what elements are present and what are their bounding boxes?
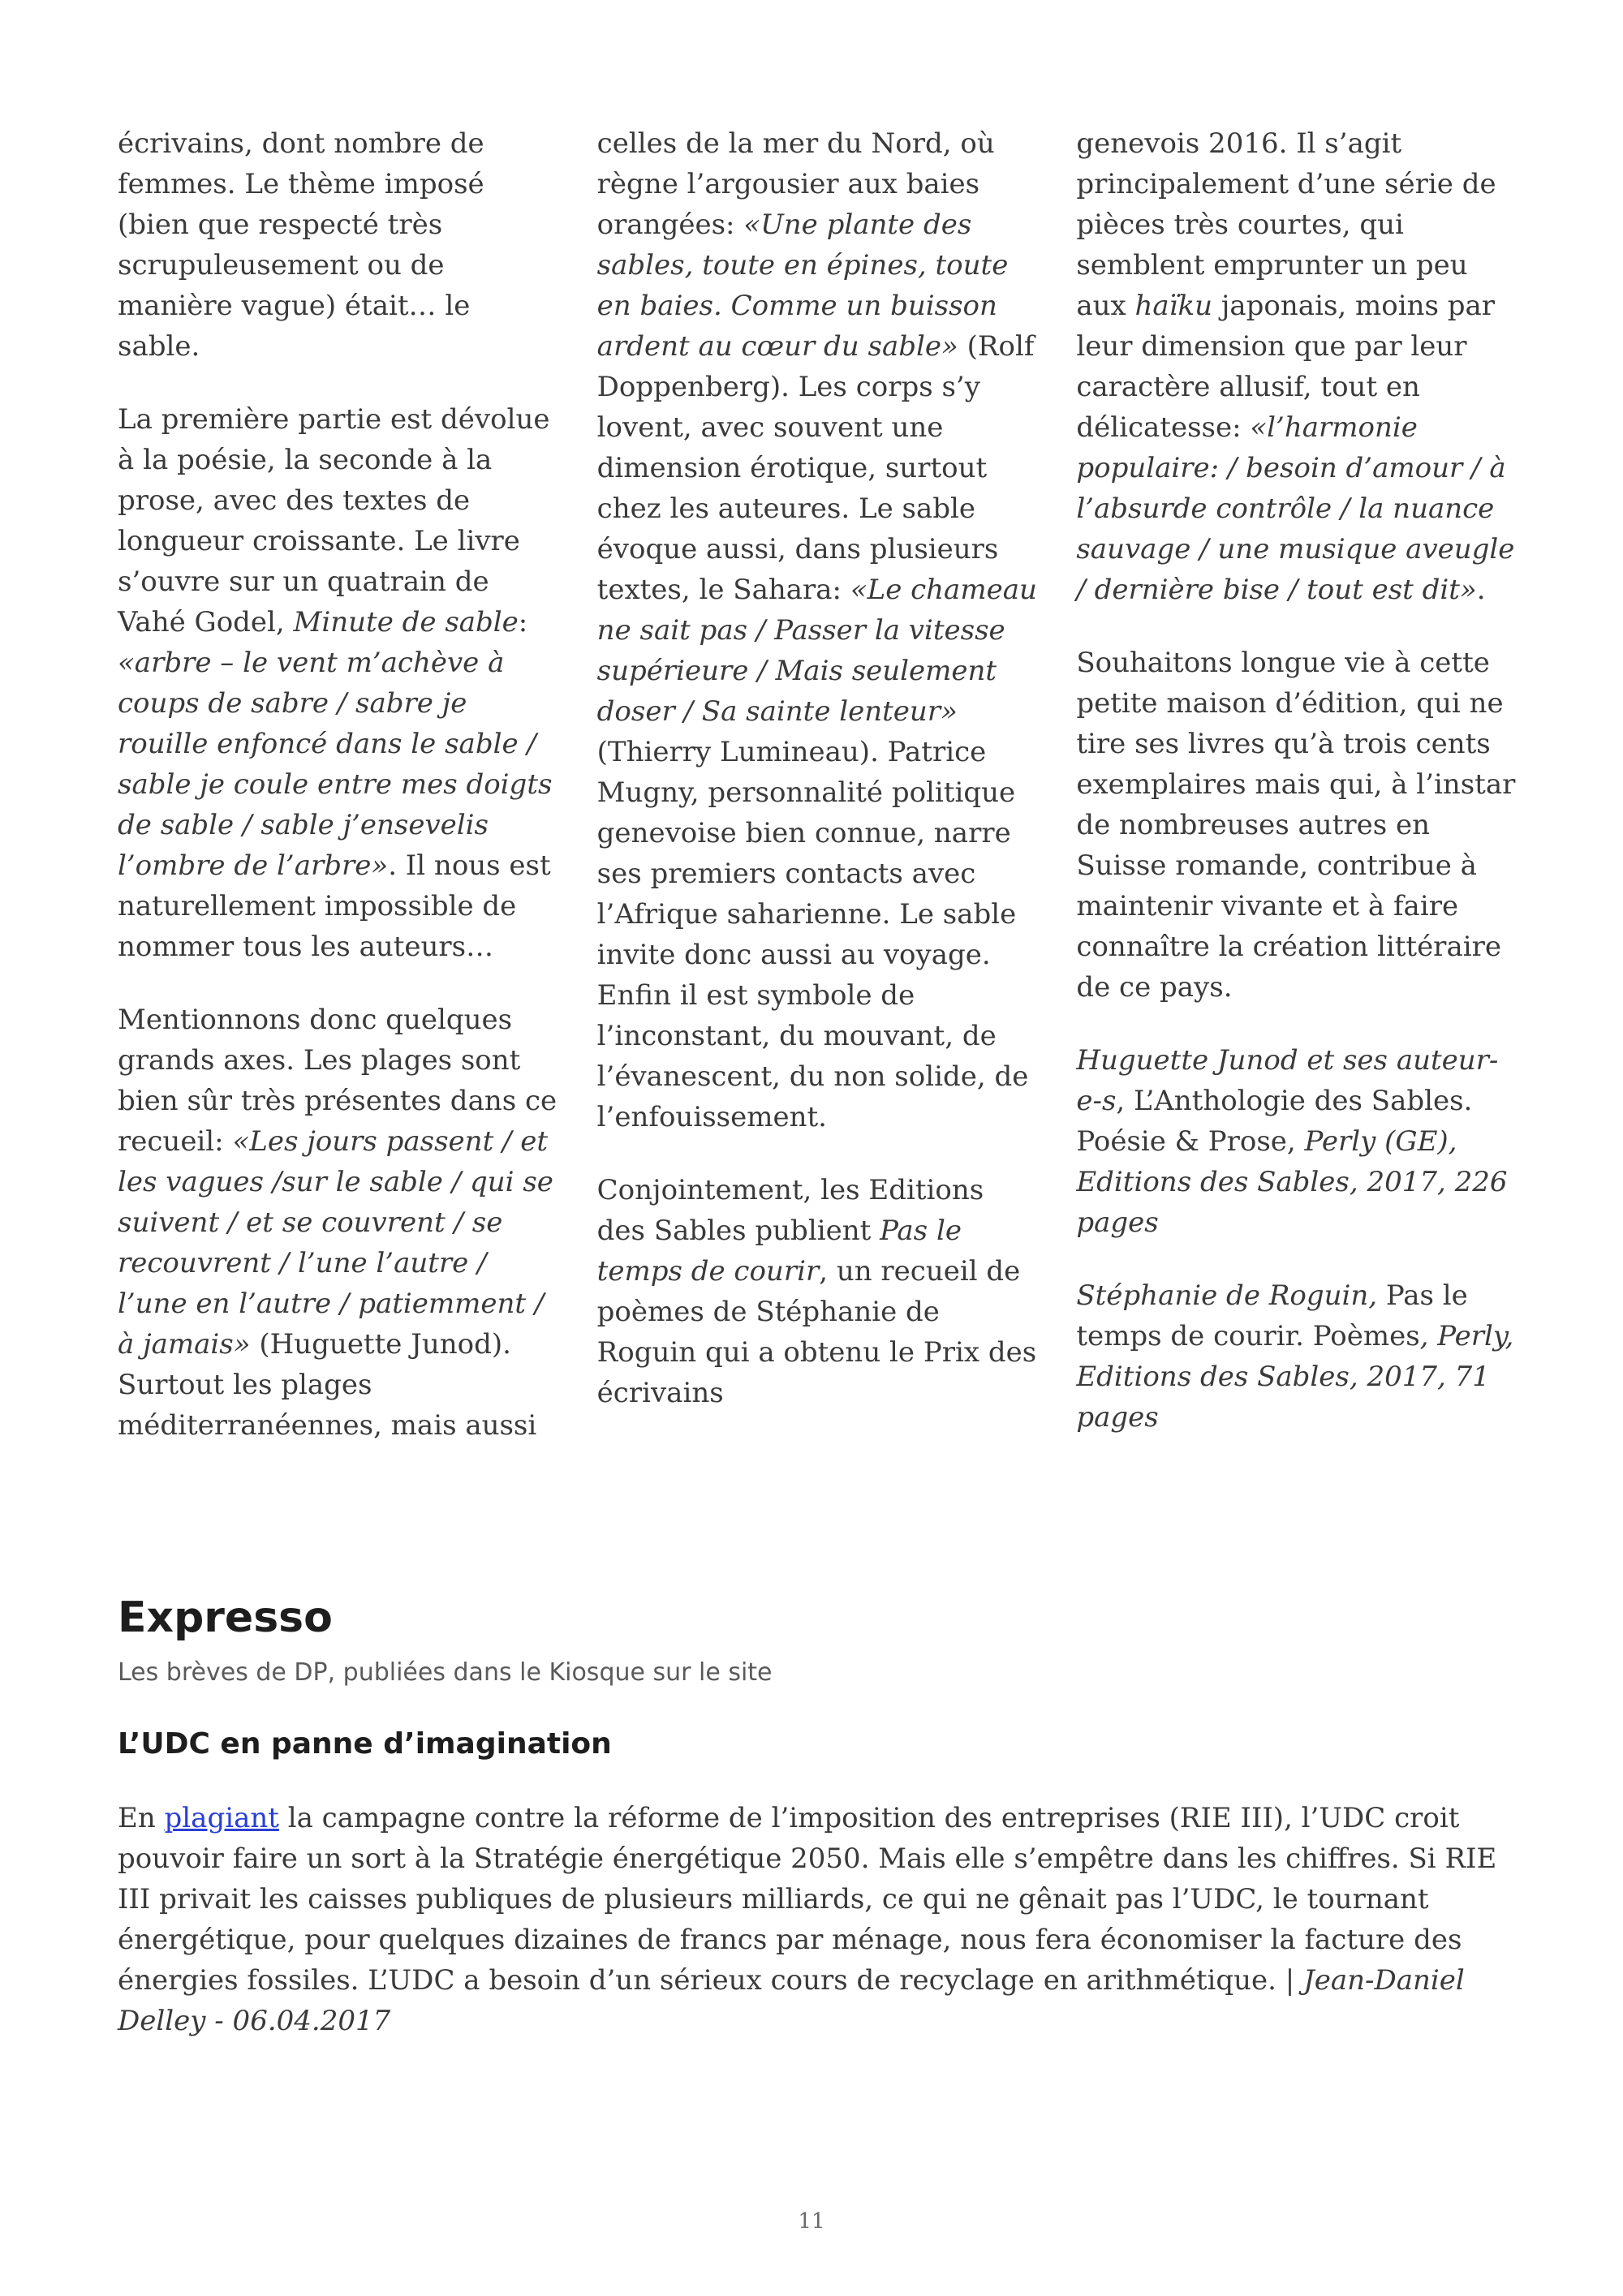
article-title: L’UDC en panne d’imagination [118, 1727, 612, 1761]
plagiant-link[interactable]: plagiant [164, 1802, 279, 1834]
book-reference: Stéphanie de Roguin, Pas le temps de courir. Poèmes, Perly, Editions des Sables, 2017, 71 pages [1076, 1279, 1514, 1434]
book-title: Minute de sable [293, 606, 519, 638]
quotation: «Une plante des sables, toute en épines, toute en baies. Comme un buisson ardent au cœur du sable» [596, 209, 1009, 363]
section-subtitle: Les brèves de DP, publiées dans le Kiosque sur le site [118, 1658, 773, 1687]
book-review-columns [118, 123, 1518, 1442]
paragraph: Conjointement, les Editions des Sables publient Pas le temps de courir, un recueil de poèmes de Stéphanie de Roguin qui a obtenu le Prix des écrivains [596, 1174, 1037, 1409]
column-2 [596, 123, 1039, 1409]
quotation: «arbre – le vent m’achève à coups de sabre / sabre je rouille enfoncé dans le sable / sable je coule entre mes doigts de sable / sable j’ensevelis l’ombre de l’arbre» [118, 647, 553, 882]
quotation: «l’harmonie populaire: / besoin d’amour / à l’absurde contrôle / la nuance sauvage / une musique aveugle / dernière bise / tout est dit» [1076, 411, 1515, 606]
term: haïku [1134, 290, 1213, 322]
book-title: Pas le temps de courir [596, 1215, 962, 1288]
paragraph: La première partie est dévolue à la poésie, la seconde à la prose, avec des textes de longueur croissante. Le livre s’ouvre sur un quatrain de Vahé Godel, Minute de sable: «arbre – le vent m’achève à coups de sabre / sabre je rouille enfoncé dans le sable / sable je coule entre mes doigts de sable / sable j’ensevelis l’ombre de l’arbre». Il nous est naturellement impossible de nommer tous les auteurs… [118, 403, 553, 963]
expresso-section [118, 1590, 1518, 2041]
paragraph: Mentionnons donc quelques grands axes. Les plages sont bien sûr très présentes dans ce recueil: «Les jours passent / et les vagues /sur le sable / qui se suivent / et se couvrent / se recouvrent / l’une l’autre / l’une en l’autre / patiemment / à jamais» (Huguette Junod). Surtout les plages méditerranéennes, mais aussi [118, 1004, 558, 1442]
book-references [1076, 1040, 1518, 1438]
quotation: «Le chameau ne sait pas / Passer la vitesse supérieure / Mais seulement doser / Sa sainte lenteur» [596, 574, 1037, 728]
paragraph: genevois 2016. Il s’agit principalement d’une série de pièces très courtes, qui semblent emprunter un peu aux haïku japonais, moins par leur dimension que par leur caractère allusif, tout en délicatesse: «l’harmonie populaire: / besoin d’amour / à l’absurde contrôle / la nuance sauvage / une musique aveugle / dernière bise / tout est dit». [1076, 127, 1515, 606]
column-3 [1076, 123, 1518, 1434]
article-body: En plagiant la campagne contre la réforme de l’imposition des entreprises (RIE III), l’UDC croit pouvoir faire un sort à la Stratégie énergétique 2050. Mais elle s’empêtre dans les chiffres. Si RIE III privait les caisses publiques de plusieurs milliards, ce qui ne gênait pas l’UDC, le tournant énergétique, pour quelques dizaines de francs par ménage, nous fera économiser la facture des énergies fossiles. L’UDC a besoin d’un sérieux cours de recyclage en arithmétique. | Jean-Daniel Delley - 06.04.2017 [118, 1802, 1497, 2037]
page-number: 11 [798, 2209, 825, 2234]
quotation: «Les jours passent / et les vagues /sur le sable / qui se suivent / et se couvrent / se recouvrent / l’une l’autre / l’une en l’autre / patiemment / à jamais» [118, 1125, 553, 1361]
book-reference: Huguette Junod et ses auteur-e-s, L’Anthologie des Sables. Poésie & Prose, Perly (GE), Editions des Sables, 2017, 226 pages [1076, 1044, 1508, 1239]
paragraph: écrivains, dont nombre de femmes. Le thème imposé (bien que respecté très scrupuleusement ou de manière vague) était… le sable. [118, 127, 484, 363]
paragraph: Souhaitons longue vie à cette petite maison d’édition, qui ne tire ses livres qu’à trois cents exemplaires mais qui, à l’instar de nombreuses autres en Suisse romande, contribue à maintenir vivante et à faire connaître la création littéraire de ce pays. [1076, 647, 1516, 1004]
paragraph: celles de la mer du Nord, où règne l’argousier aux baies orangées: «Une plante des sables, toute en épines, toute en baies. Comme un buisson ardent au cœur du sable» (Rolf Doppenberg). Les corps s’y lovent, avec souvent une dimension érotique, surtout chez les auteures. Le sable évoque aussi, dans plusieurs textes, le Sahara: «Le chameau ne sait pas / Passer la vitesse supérieure / Mais seulement doser / Sa sainte lenteur» (Thierry Lumineau). Patrice Mugny, personnalité politique genevoise bien connue, narre ses premiers contacts avec l’Afrique saharienne. Le sable invite donc aussi au voyage. Enfin il est symbole de l’inconstant, du mouvant, de l’évanescent, du non solide, de l’enfouissement. [596, 127, 1037, 1133]
section-title: Expresso [118, 1593, 333, 1642]
article-byline: Jean-Daniel Delley - 06.04.2017 [118, 1964, 1465, 2037]
column-1 [118, 123, 559, 1442]
